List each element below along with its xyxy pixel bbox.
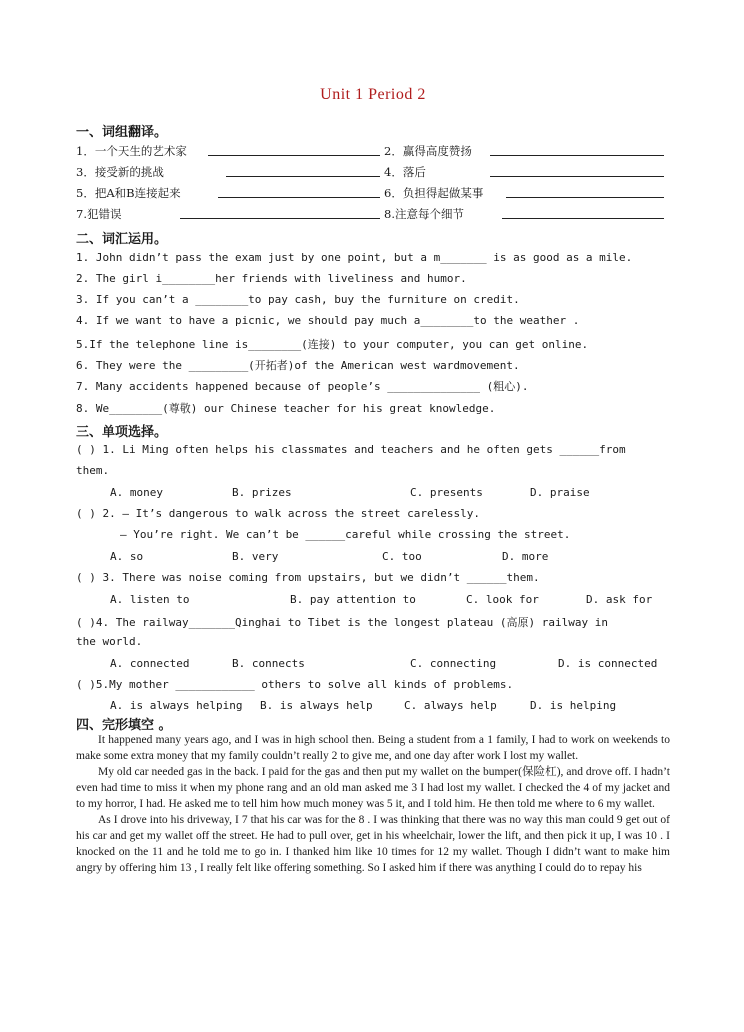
option-c[interactable]: C. look for bbox=[466, 593, 539, 606]
cloze-passage bbox=[76, 732, 670, 876]
vocab-item: 5.If the telephone line is________(连接) to your computer, you can get online. bbox=[76, 338, 589, 351]
phrase-item: 8.注意每个细节 bbox=[384, 207, 464, 221]
phrase-row bbox=[76, 206, 670, 222]
section3-heading: 三、单项选择。 bbox=[76, 425, 168, 440]
answer-line bbox=[490, 164, 664, 177]
option-c[interactable]: C. presents bbox=[410, 486, 483, 499]
phrase-item: 6．负担得起做某事 bbox=[384, 186, 484, 200]
option-a[interactable]: A. so bbox=[110, 550, 144, 563]
answer-line bbox=[502, 206, 664, 219]
vocab-item: 6. They were the _________(开拓者)of the American west wardmovement. bbox=[76, 359, 520, 372]
answer-line bbox=[506, 185, 664, 198]
option-b[interactable]: B. pay attention to bbox=[290, 593, 416, 606]
option-d[interactable]: D. is connected bbox=[558, 657, 658, 670]
question-3: ( ) 3. There was noise coming from upstairs, but we didn’t ______them. bbox=[76, 571, 540, 584]
option-d[interactable]: D. more bbox=[502, 550, 549, 563]
question-2: ( ) 2. — It’s dangerous to walk across the street carelessly. bbox=[76, 507, 480, 520]
option-b[interactable]: B. very bbox=[232, 550, 279, 563]
phrase-row bbox=[76, 185, 670, 201]
phrase-item: 2．赢得高度赞扬 bbox=[384, 144, 472, 158]
question-2-cont: — You’re right. We can’t be ______careful while crossing the street. bbox=[120, 528, 571, 541]
phrase-item: 3．接受新的挑战 bbox=[76, 165, 164, 179]
answer-line bbox=[490, 143, 664, 156]
option-d[interactable]: D. praise bbox=[530, 486, 590, 499]
answer-line bbox=[226, 164, 380, 177]
answer-line bbox=[208, 143, 380, 156]
question-1-cont: them. bbox=[76, 464, 110, 477]
option-d[interactable]: D. is helping bbox=[530, 699, 617, 712]
section4-heading: 四、完形填空 。 bbox=[76, 718, 172, 733]
question-4: ( )4. The railway_______Qinghai to Tibet is the longest plateau (高原) railway in bbox=[76, 616, 608, 629]
cloze-paragraph: It happened many years ago, and I was in high school then. Being a student from a 1 family, I had to work on weekends to make some extra money that my family couldn’t really 2 to give me, and one day after work I lost my wallet. bbox=[76, 734, 670, 762]
option-a[interactable]: A. connected bbox=[110, 657, 190, 670]
answer-line bbox=[218, 185, 380, 198]
option-b[interactable]: B. is always help bbox=[260, 699, 373, 712]
option-c[interactable]: C. connecting bbox=[410, 657, 497, 670]
phrase-item: 5．把A和B连接起来 bbox=[76, 186, 181, 200]
option-d[interactable]: D. ask for bbox=[586, 593, 653, 606]
option-b[interactable]: B. prizes bbox=[232, 486, 292, 499]
phrase-item: 4．落后 bbox=[384, 165, 426, 179]
question-4-cont: the world. bbox=[76, 635, 143, 648]
cloze-paragraph: My old car needed gas in the back. I paid for the gas and then put my wallet on the bumper(保险杠), and drove off. I hadn’t even had time to miss it when my phone rang and an old man asked me 3 I had lost my wallet. I checked the 4 of my jacket and to my horror, I had. He asked me to tell him how much money was 5 it, and I told him. He then told me where to 6 my wallet. bbox=[76, 766, 670, 810]
section1-heading: 一、词组翻译。 bbox=[76, 125, 168, 140]
phrase-item: 7.犯错误 bbox=[76, 207, 122, 221]
cloze-paragraph: As I drove into his driveway, I 7 that his car was for the 8 . I was thinking that there was no way this man could 9 get out of his car and get my wallet off the street. He had to pull over, get in his wheelchair, lower the lift, and then pick it up, I was 10 . I knocked on the 11 and he told me to go in. I thanked him like 10 times for 12 my wallet. Though I didn’t want to make him angry by offering him 13 , I really felt like offering something. So I asked him if there was anything I could do to repay his bbox=[76, 814, 670, 874]
phrase-item: 1．一个天生的艺术家 bbox=[76, 144, 187, 158]
phrase-row bbox=[76, 164, 670, 180]
vocab-item: 8. We________(尊敬) our Chinese teacher for his great knowledge. bbox=[76, 402, 496, 415]
answer-line bbox=[180, 206, 380, 219]
vocab-item: 2. The girl i________her friends with liveliness and humor. bbox=[76, 272, 467, 285]
vocab-item: 4. If we want to have a picnic, we should pay much a________to the weather . bbox=[76, 314, 580, 327]
vocab-item: 3. If you can’t a ________to pay cash, buy the furniture on credit. bbox=[76, 293, 520, 306]
option-a[interactable]: A. money bbox=[110, 486, 163, 499]
vocab-item: 7. Many accidents happened because of people’s ______________ (粗心). bbox=[76, 380, 529, 393]
option-c[interactable]: C. always help bbox=[404, 699, 497, 712]
phrase-row bbox=[76, 143, 670, 159]
option-b[interactable]: B. connects bbox=[232, 657, 305, 670]
section2-heading: 二、词汇运用。 bbox=[76, 232, 168, 247]
option-a[interactable]: A. is always helping bbox=[110, 699, 243, 712]
vocab-item: 1. John didn’t pass the exam just by one point, but a m_______ is as good as a mile. bbox=[76, 251, 633, 264]
question-5: ( )5.My mother ____________ others to solve all kinds of problems. bbox=[76, 678, 514, 691]
option-c[interactable]: C. too bbox=[382, 550, 422, 563]
option-a[interactable]: A. listen to bbox=[110, 593, 190, 606]
question-1: ( ) 1. Li Ming often helps his classmates and teachers and he often gets ______from bbox=[76, 443, 626, 456]
page-title: Unit 1 Period 2 bbox=[320, 86, 426, 103]
